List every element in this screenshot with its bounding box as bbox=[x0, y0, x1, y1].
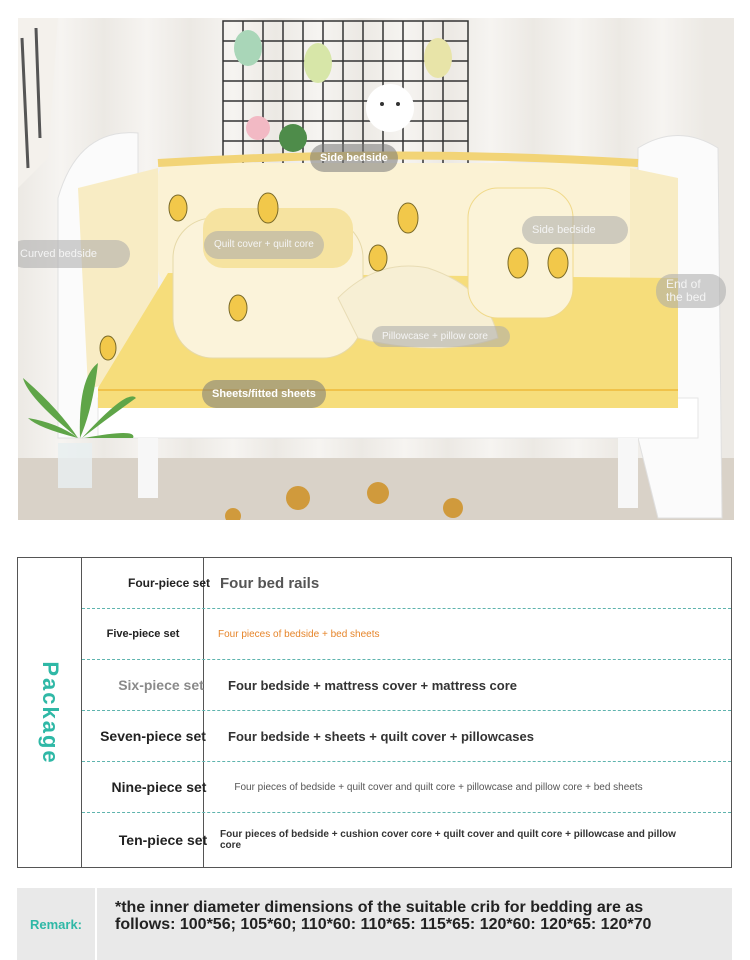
table-row bbox=[82, 762, 731, 813]
package-desc: Four bedside + mattress cover + mattress core bbox=[228, 678, 518, 693]
table-row bbox=[82, 609, 731, 660]
package-desc: Four bedside + sheets + quilt cover + pillowcases bbox=[228, 729, 534, 744]
package-desc: Four pieces of bedside + quilt cover and quilt core + pillowcase and pillow core + bed sheets bbox=[234, 782, 643, 793]
remark-text: *the inner diameter dimensions of the suitable crib for bedding are as follows: 100*56; 105*60; 110*60: 110*65: 115*65: 120*60: 120*65: 120*70 bbox=[115, 899, 652, 933]
package-desc: Four pieces of bedside + bed sheets bbox=[218, 629, 380, 640]
package-name: Four-piece set bbox=[127, 576, 211, 590]
package-table bbox=[17, 557, 732, 868]
label-side-bedside-top: Side bedside bbox=[310, 144, 398, 172]
table-row bbox=[82, 711, 731, 762]
package-heading: Package bbox=[37, 660, 63, 765]
package-name: Seven-piece set bbox=[100, 728, 206, 744]
crib-illustration bbox=[18, 18, 734, 520]
label-curved-bedside: Curved bedside bbox=[18, 240, 130, 268]
label-quilt-cover: Quilt cover + quilt core bbox=[204, 231, 324, 259]
package-name: Ten-piece set bbox=[118, 831, 208, 848]
table-row bbox=[82, 558, 731, 609]
remark-bar bbox=[17, 888, 732, 960]
package-desc: Four bed rails bbox=[220, 575, 320, 592]
label-sheets: Sheets/fitted sheets bbox=[202, 380, 326, 408]
package-name: Five-piece set bbox=[106, 628, 180, 640]
package-desc: Four pieces of bedside + cushion cover core + quilt cover and quilt core + pillowcase and pillow core bbox=[220, 829, 676, 851]
table-row bbox=[82, 660, 731, 711]
package-name: Six-piece set bbox=[118, 677, 204, 693]
package-name: Nine-piece set bbox=[111, 779, 207, 795]
remark-label: Remark: bbox=[17, 888, 97, 960]
table-row bbox=[82, 813, 731, 867]
label-end-of-bed: End of the bed bbox=[656, 274, 726, 308]
product-photo bbox=[18, 18, 734, 520]
label-side-bedside-right: Side bedside bbox=[522, 216, 628, 244]
label-pillowcase: Pillowcase + pillow core bbox=[372, 326, 510, 347]
package-heading-cell bbox=[18, 558, 82, 867]
